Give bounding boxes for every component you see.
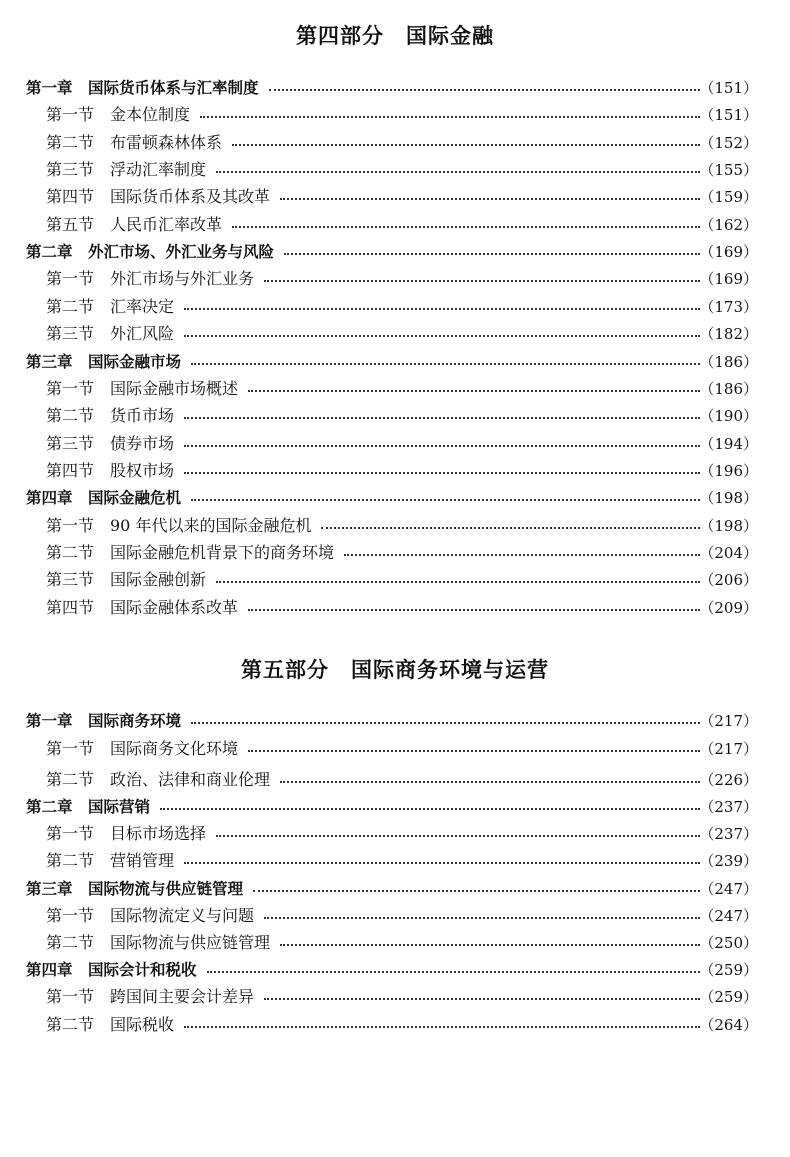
dot-leader	[184, 849, 700, 873]
dot-leader	[269, 76, 700, 100]
toc-page-number: （186）	[699, 379, 758, 398]
toc-page-number: （169）	[699, 270, 758, 289]
dot-leader	[280, 185, 700, 209]
toc-entry-title: 第一节 国际金融市场概述	[46, 378, 239, 398]
dot-leader	[207, 958, 700, 982]
toc-entry-title: 第二节 汇率决定	[46, 296, 175, 316]
toc-section-entry	[0, 931, 790, 955]
dot-leader	[344, 541, 700, 565]
toc-section-entry	[0, 377, 790, 401]
dot-leader	[321, 514, 700, 538]
dot-leader	[184, 459, 700, 483]
toc-entry-title: 第二节 营销管理	[46, 851, 175, 870]
dot-leader	[264, 267, 700, 291]
dot-leader	[280, 931, 700, 955]
dot-leader	[191, 486, 700, 510]
toc-entry-title: 第一章 国际商务环境	[26, 712, 182, 730]
dot-leader	[248, 377, 700, 401]
toc-entry-title: 第一节 90 年代以来的国际金融危机	[46, 515, 312, 535]
toc-entry-title: 第四章 国际金融危机	[26, 489, 182, 508]
toc-entry-title: 第一节 国际商务文化环境	[46, 739, 239, 758]
dot-leader	[191, 709, 700, 733]
toc-page-number: （182）	[699, 325, 758, 344]
toc-entry-title: 第一节 目标市场选择	[46, 824, 207, 843]
toc-section-entry	[0, 295, 790, 319]
toc-page-number: （264）	[699, 1016, 758, 1034]
toc-chapter-entry	[0, 877, 790, 901]
toc-page-number: （159）	[699, 188, 758, 207]
toc-page-number: （217）	[699, 740, 758, 758]
toc-entry-title: 第四章 国际会计和税收	[26, 961, 197, 979]
toc-page-number: （226）	[699, 771, 758, 789]
toc-entry-title: 第一节 跨国间主要会计差异	[46, 987, 255, 1006]
toc-section-entry	[0, 985, 790, 1009]
toc-page-number: （239）	[699, 852, 758, 870]
dot-leader	[232, 213, 700, 237]
toc-page-number: （259）	[699, 988, 758, 1006]
toc-page-number: （194）	[699, 434, 758, 453]
toc-chapter-entry	[0, 240, 790, 264]
toc-entry-title: 第三章 国际物流与供应链管理	[26, 880, 244, 898]
dot-leader	[280, 768, 700, 792]
dot-leader	[264, 904, 700, 928]
toc-section-entry	[0, 1013, 790, 1037]
toc-page-number: （196）	[699, 461, 758, 480]
toc-page-number: （186）	[699, 352, 758, 371]
dot-leader	[216, 568, 700, 592]
toc-section-entry	[0, 404, 790, 428]
toc-section-entry	[0, 459, 790, 483]
toc-section-entry	[0, 322, 790, 346]
dot-leader	[232, 131, 700, 155]
part-title-4: 第四部分 国际金融	[296, 24, 494, 48]
dot-leader	[184, 322, 700, 346]
toc-page-number: （247）	[699, 880, 758, 898]
dot-leader	[216, 158, 700, 182]
toc-entry-title: 第二章 国际营销	[26, 798, 151, 816]
toc-entry-title: 第二节 布雷顿森林体系	[46, 132, 223, 152]
toc-section-entry	[0, 267, 790, 291]
toc-entry-title: 第一节 外汇市场与外汇业务	[46, 269, 255, 289]
dot-leader	[264, 985, 700, 1009]
dot-leader	[184, 1013, 700, 1037]
toc-entry-title: 第二节 货币市场	[46, 406, 175, 426]
toc-entry-title: 第四节 国际金融体系改革	[46, 597, 239, 617]
toc-page-number: （162）	[699, 215, 758, 234]
toc-page-number: （173）	[699, 297, 758, 316]
toc-chapter-entry	[0, 486, 790, 510]
toc-entry-title: 第四节 国际货币体系及其改革	[46, 187, 271, 207]
toc-section-entry	[0, 185, 790, 209]
toc-entry-title: 第三节 国际金融创新	[46, 570, 207, 590]
toc-page-number: （151）	[699, 79, 758, 97]
toc-page-number: （198）	[699, 489, 758, 508]
dot-leader	[216, 822, 700, 846]
toc-section-entry	[0, 904, 790, 928]
toc-page-number: （209）	[699, 598, 758, 617]
toc-entry-title: 第三章 国际金融市场	[26, 352, 182, 371]
dot-leader	[200, 103, 700, 127]
toc-section-entry	[0, 131, 790, 155]
toc-entry-title: 第一章 国际货币体系与汇率制度	[26, 79, 259, 97]
toc-section-entry	[0, 514, 790, 538]
toc-section-entry	[0, 213, 790, 237]
dot-leader	[191, 350, 700, 374]
toc-chapter-entry	[0, 350, 790, 374]
toc-entry-title: 第二节 国际税收	[46, 1015, 175, 1034]
toc-section-entry	[0, 541, 790, 565]
toc-page-number: （247）	[699, 907, 758, 925]
toc-section-entry	[0, 158, 790, 182]
dot-leader	[253, 877, 700, 901]
dot-leader	[248, 737, 700, 761]
toc-page-number: （151）	[699, 106, 758, 125]
toc-page-number: （237）	[699, 825, 758, 843]
toc-page-number: （237）	[699, 798, 758, 816]
toc-section-entry	[0, 822, 790, 846]
toc-page-number: （155）	[699, 161, 758, 180]
dot-leader	[184, 432, 700, 456]
dot-leader	[160, 795, 700, 819]
toc-page-number: （169）	[699, 243, 758, 262]
dot-leader	[248, 596, 700, 620]
toc-page-number: （190）	[699, 407, 758, 426]
dot-leader	[184, 404, 700, 428]
toc-page-number: （204）	[699, 543, 758, 562]
toc-entry-title: 第二节 国际物流与供应链管理	[46, 933, 271, 952]
toc-section-entry	[0, 849, 790, 873]
toc-section-entry	[0, 737, 790, 761]
toc-page-number: （250）	[699, 934, 758, 952]
toc-entry-title: 第二节 政治、法律和商业伦理	[46, 770, 271, 789]
toc-section-entry	[0, 568, 790, 592]
toc-section-entry	[0, 432, 790, 456]
dot-leader	[284, 240, 700, 264]
toc-section-entry	[0, 768, 790, 792]
toc-page-number: （152）	[699, 133, 758, 152]
toc-entry-title: 第三节 浮动汇率制度	[46, 160, 207, 180]
toc-chapter-entry	[0, 795, 790, 819]
toc-entry-title: 第五节 人民币汇率改革	[46, 214, 223, 234]
toc-section-entry	[0, 103, 790, 127]
toc-entry-title: 第一节 国际物流定义与问题	[46, 906, 255, 925]
toc-entry-title: 第四节 股权市场	[46, 460, 175, 480]
toc-entry-title: 第三节 债券市场	[46, 433, 175, 453]
toc-page-number: （206）	[699, 571, 758, 590]
dot-leader	[184, 295, 700, 319]
toc-chapter-entry	[0, 76, 790, 100]
toc-chapter-entry	[0, 709, 790, 733]
toc-page-number: （259）	[699, 961, 758, 979]
toc-entry-title: 第三节 外汇风险	[46, 324, 175, 344]
toc-page-number: （198）	[699, 516, 758, 535]
toc-entry-title: 第一节 金本位制度	[46, 105, 191, 125]
part-title-5: 第五部分 国际商务环境与运营	[241, 658, 549, 682]
toc-chapter-entry	[0, 958, 790, 982]
toc-section-entry	[0, 596, 790, 620]
toc-page-number: （217）	[699, 712, 758, 730]
toc-entry-title: 第二节 国际金融危机背景下的商务环境	[46, 542, 335, 562]
toc-entry-title: 第二章 外汇市场、外汇业务与风险	[26, 243, 275, 262]
